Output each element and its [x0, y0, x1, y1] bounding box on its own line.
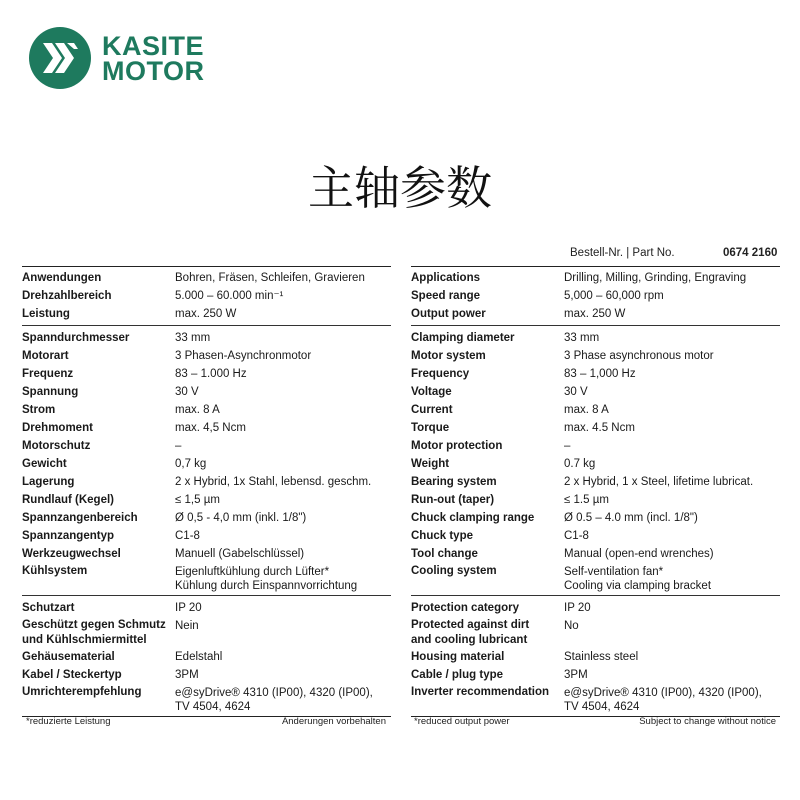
spec-value: Self-ventilation fan* Cooling via clamping bracket: [564, 566, 712, 592]
spec-row: [411, 347, 780, 365]
spec-row: [22, 527, 391, 545]
spec-row: [22, 455, 391, 473]
spec-value: IP 20: [564, 602, 591, 614]
spec-value: 30 V: [564, 386, 588, 398]
spec-group: [411, 269, 780, 326]
footnote-german: *reduzierte Leistung: [26, 716, 111, 727]
spec-label: Drehmoment: [22, 422, 93, 434]
spec-label: Rundlauf (Kegel): [22, 494, 114, 506]
spec-value: max. 4,5 Ncm: [175, 422, 246, 434]
spec-row: [22, 269, 391, 287]
spec-value: 33 mm: [175, 332, 211, 344]
spec-row: [411, 329, 780, 347]
spec-value: 83 – 1,000 Hz: [564, 368, 636, 380]
spec-label: Leistung: [22, 308, 70, 320]
part-number: [570, 247, 778, 259]
spec-row: [22, 383, 391, 401]
spec-value: No: [564, 620, 579, 632]
spec-row: [22, 617, 391, 648]
spec-group: [411, 329, 780, 596]
spec-row: [22, 401, 391, 419]
part-number-value: 0674 2160: [723, 247, 778, 259]
spec-label: Motorart: [22, 350, 69, 362]
spec-row: [411, 437, 780, 455]
footer-german: [26, 716, 386, 727]
spec-label: Schutzart: [22, 602, 75, 614]
spec-row: [22, 563, 391, 593]
spec-value: Nein: [175, 620, 199, 632]
spec-value: 5,000 – 60,000 rpm: [564, 290, 664, 302]
spec-row: [411, 287, 780, 305]
spec-value: Edelstahl: [175, 651, 223, 663]
spec-label: Applications: [411, 272, 481, 284]
disclaimer-english: Subject to change without notice: [639, 716, 776, 727]
spec-value: 2 x Hybrid, 1 x Steel, lifetime lubricat.: [564, 476, 754, 488]
spec-label: Chuck clamping range: [411, 512, 535, 524]
spec-row: [22, 437, 391, 455]
spec-label: Werkzeugwechsel: [22, 548, 121, 560]
spec-value: max. 250 W: [564, 308, 626, 320]
spec-label: Drehzahlbereich: [22, 290, 112, 302]
spec-row: [22, 287, 391, 305]
spec-label: Spannung: [22, 386, 79, 398]
spec-label: Kabel / Steckertyp: [22, 669, 122, 681]
spec-row: [411, 648, 780, 666]
spec-label: Lagerung: [22, 476, 75, 488]
spec-value: 0,7 kg: [175, 458, 207, 470]
spec-label: Chuck type: [411, 530, 473, 542]
spec-row: [22, 419, 391, 437]
spec-label: Speed range: [411, 290, 481, 302]
spec-value: Ø 0,5 - 4,0 mm (inkl. 1/8"): [175, 512, 307, 524]
spec-label: Spannzangenbereich: [22, 512, 138, 524]
spec-value: ≤ 1,5 µm: [175, 494, 220, 506]
spec-row: [411, 305, 780, 323]
spec-row: [411, 383, 780, 401]
spec-value: 3 Phasen-Asynchronmotor: [175, 350, 312, 362]
spec-row: [22, 491, 391, 509]
spec-row: [22, 666, 391, 684]
spec-label: Anwendungen: [22, 272, 102, 284]
spec-row: [411, 365, 780, 383]
spec-row: [22, 684, 391, 714]
brand-line-2: MOTOR: [102, 56, 205, 86]
spec-label: Weight: [411, 458, 450, 470]
spec-label: Tool change: [411, 548, 478, 560]
footnote-english: *reduced output power: [414, 716, 510, 727]
spec-row: [22, 545, 391, 563]
part-number-label: Bestell-Nr. | Part No.: [570, 247, 675, 259]
spec-value: Eigenluftkühlung durch Lüfter* Kühlung durch Einspannvorrichtung: [175, 566, 358, 592]
spec-value: max. 4.5 Ncm: [564, 422, 635, 434]
spec-row: [411, 401, 780, 419]
spec-label: Housing material: [411, 651, 505, 663]
spec-group: [411, 599, 780, 717]
spec-label: Gehäusematerial: [22, 651, 115, 663]
spec-label: Kühlsystem: [22, 565, 88, 577]
spec-value: Manuell (Gabelschlüssel): [175, 548, 305, 560]
brand-name: [102, 31, 205, 86]
spec-row: [411, 563, 780, 593]
spec-label: Geschützt gegen Schmutz und Kühlschmiermittel: [22, 619, 166, 646]
spec-row: [22, 305, 391, 323]
brand-logo: [28, 26, 238, 90]
spec-label: Inverter recommendation: [411, 686, 550, 698]
spec-value: max. 8 A: [175, 404, 220, 416]
table-top-rule: [22, 266, 391, 267]
spec-value: e@syDrive® 4310 (IP00), 4320 (IP00), TV 4504, 4624: [175, 687, 373, 713]
brand-line-1: KASITE: [102, 31, 205, 61]
spec-row: [22, 509, 391, 527]
spec-value: Manual (open-end wrenches): [564, 548, 714, 560]
spec-row: [22, 347, 391, 365]
spec-value: –: [175, 440, 182, 452]
footer-english: [414, 716, 776, 727]
spec-value: 3PM: [175, 669, 199, 681]
spec-label: Motor system: [411, 350, 486, 362]
spec-value: max. 250 W: [175, 308, 237, 320]
spec-value: 5.000 – 60.000 min⁻¹: [175, 290, 284, 302]
spec-value: 3 Phase asynchronous motor: [564, 350, 714, 362]
spec-value: C1-8: [564, 530, 589, 542]
spec-row: [411, 473, 780, 491]
spec-row: [411, 419, 780, 437]
spec-value: Bohren, Fräsen, Schleifen, Gravieren: [175, 272, 365, 284]
spec-row: [22, 648, 391, 666]
spec-label: Frequency: [411, 368, 470, 380]
spec-value: 33 mm: [564, 332, 600, 344]
spec-label: Gewicht: [22, 458, 67, 470]
spec-value: 2 x Hybrid, 1x Stahl, lebensd. geschm.: [175, 476, 372, 488]
spec-value: ≤ 1.5 µm: [564, 494, 609, 506]
spec-row: [411, 455, 780, 473]
spec-row: [411, 666, 780, 684]
spec-label: Spanndurchmesser: [22, 332, 130, 344]
spec-row: [411, 491, 780, 509]
spec-value: max. 8 A: [564, 404, 609, 416]
spec-value: 3PM: [564, 669, 588, 681]
spec-label: Spannzangentyp: [22, 530, 115, 542]
spec-row: [22, 365, 391, 383]
spec-row: [22, 599, 391, 617]
spec-value: 83 – 1.000 Hz: [175, 368, 247, 380]
spec-label: Motorschutz: [22, 440, 91, 452]
spec-value: –: [564, 440, 571, 452]
spec-label: Motor protection: [411, 440, 503, 452]
spec-group: [22, 269, 391, 326]
spec-table-english: [411, 266, 780, 717]
spec-value: C1-8: [175, 530, 200, 542]
spec-group: [22, 599, 391, 717]
spec-row: [411, 545, 780, 563]
spec-value: 30 V: [175, 386, 199, 398]
spec-label: Protection category: [411, 602, 519, 614]
spec-row: [22, 329, 391, 347]
spec-row: [411, 617, 780, 648]
spec-row: [411, 684, 780, 714]
kasite-logo-icon: [28, 26, 92, 90]
spec-label: Output power: [411, 308, 486, 320]
spec-group: [22, 329, 391, 596]
spec-value: 0.7 kg: [564, 458, 596, 470]
spec-label: Protected against dirt and cooling lubricant: [411, 619, 530, 646]
spec-row: [411, 599, 780, 617]
spec-label: Run-out (taper): [411, 494, 495, 506]
spec-label: Umrichterempfehlung: [22, 686, 142, 698]
spec-value: Stainless steel: [564, 651, 639, 663]
spec-label: Current: [411, 404, 453, 416]
spec-value: e@syDrive® 4310 (IP00), 4320 (IP00), TV 4504, 4624: [564, 687, 762, 713]
page-title: 主轴参数: [308, 161, 492, 215]
spec-row: [411, 509, 780, 527]
spec-table-german: [22, 266, 391, 717]
spec-value: Drilling, Milling, Grinding, Engraving: [564, 272, 747, 284]
spec-label: Bearing system: [411, 476, 497, 488]
spec-row: [411, 527, 780, 545]
table-top-rule: [411, 266, 780, 267]
spec-label: Torque: [411, 422, 450, 434]
spec-label: Frequenz: [22, 368, 74, 380]
spec-label: Voltage: [411, 386, 452, 398]
disclaimer-german: Änderungen vorbehalten: [281, 716, 386, 727]
spec-value: IP 20: [175, 602, 202, 614]
spec-row: [22, 473, 391, 491]
spec-row: [411, 269, 780, 287]
spec-label: Cable / plug type: [411, 669, 504, 681]
spec-label: Cooling system: [411, 565, 497, 577]
spec-value: Ø 0.5 – 4.0 mm (incl. 1/8"): [564, 512, 698, 524]
spec-label: Strom: [22, 404, 56, 416]
spec-label: Clamping diameter: [411, 332, 515, 344]
